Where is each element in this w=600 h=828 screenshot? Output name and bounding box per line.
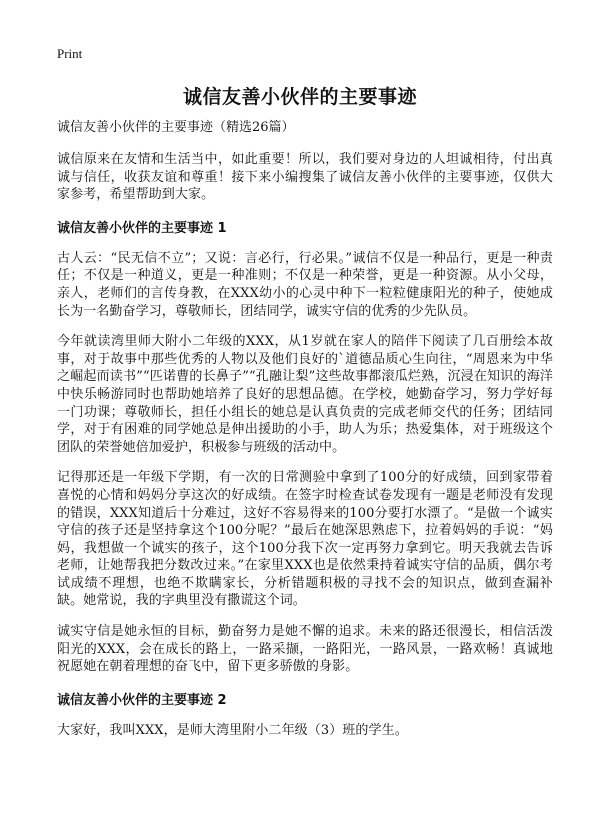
document-subtitle: 诚信友善小伙伴的主要事迹（精选26篇） [57,120,295,135]
intro-paragraph: 诚信原来在友情和生活当中，如此重要！所以，我们要对身边的人坦诚相待，付出真诚与信任，收获友谊和尊重！接下来小编搜集了诚信友善小伙伴的主要事迹，仅供大家参考，希望帮助到大家。 [57,152,553,203]
section-1-paragraph-1: 古人云：“民无信不立”；又说：言必行，行必果。”诚信不仅是一种品行，更是一种责任；不仅是一种道义，更是一种准则；不仅是一种荣誉，更是一种资源。从小父母，亲人，老师们的言传身教，在XXX幼小的心灵中种下一粒粒健康阳光的种子，使她成长为一名勤奋学习，尊敬师长，团结同学，诚实守信的优秀的少先队员。 [57,250,553,319]
section-1-paragraph-3: 记得那还是一年级下学期，有一次的日常测验中拿到了100分的好成绩，回到家带着喜悦的心情和妈妈分享这次的好成绩。在签字时检查试卷发现有一题是老师没有发现的错误，XXX知道后十分难过，这好不容易得来的100分要打水漂了。“是做一个诚实守信的孩子还是坚持拿这个100分呢？”最后在她深思熟虑下，拉着妈妈的手说：“妈妈，我想做一个诚实的孩子，这个100分我下次一定再努力拿到它。明天我就去告诉老师，让她帮我把分数改过来。”在家里XXX也是依然秉持着诚实守信的品质，偶尔考试成绩不理想，也绝不欺瞒家长，分析错题积极的寻找不会的知识点，做到查漏补缺。她常说，我的字典里没有撒谎这个词。 [57,470,553,609]
section-1-paragraph-4: 诚实守信是她永恒的目标，勤奋努力是她不懈的追求。未来的路还很漫长，相信活泼阳光的XXX，会在成长的路上，一路采撷，一路阳光，一路风景，一路欢畅！真诚地祝愿她在朝着理想的奋飞中，留下更多骄傲的身影。 [57,624,553,675]
section-heading-2: 诚信友善小伙伴的主要事迹 2 [57,692,227,708]
print-link[interactable]: Print [57,46,83,61]
section-heading-1: 诚信友善小伙伴的主要事迹 1 [57,220,227,236]
document-title: 诚信友善小伙伴的主要事迹 [182,86,417,108]
section-1-paragraph-2: 今年就读湾里师大附小二年级的XXX，从1岁就在家人的陪伴下阅读了几百册绘本故事，对于故事中那些优秀的人物以及他们良好的`道德品质心生向往，“周恩来为中华之崛起而读书”“匹诺曹的长鼻子”“孔融让梨”这些故事都滚瓜烂熟，沉浸在知识的海洋中快乐畅游同时也帮助她培养了良好的思想品德。在学校，她勤奋学习，努力学好每一门功课；尊敬师长，担任小组长的她总是认真负责的完成老师交代的任务；团结同学，对于有困难的同学她总是伸出援助的小手，助人为乐；热爱集体，对于班级这个团队的荣誉她倍加爱护，积极参与班级的活动中。 [57,334,553,455]
document-body [57,119,553,752]
section-2-paragraph-1: 大家好，我叫XXX，是师大湾里附小二年级（3）班的学生。 [57,722,408,738]
